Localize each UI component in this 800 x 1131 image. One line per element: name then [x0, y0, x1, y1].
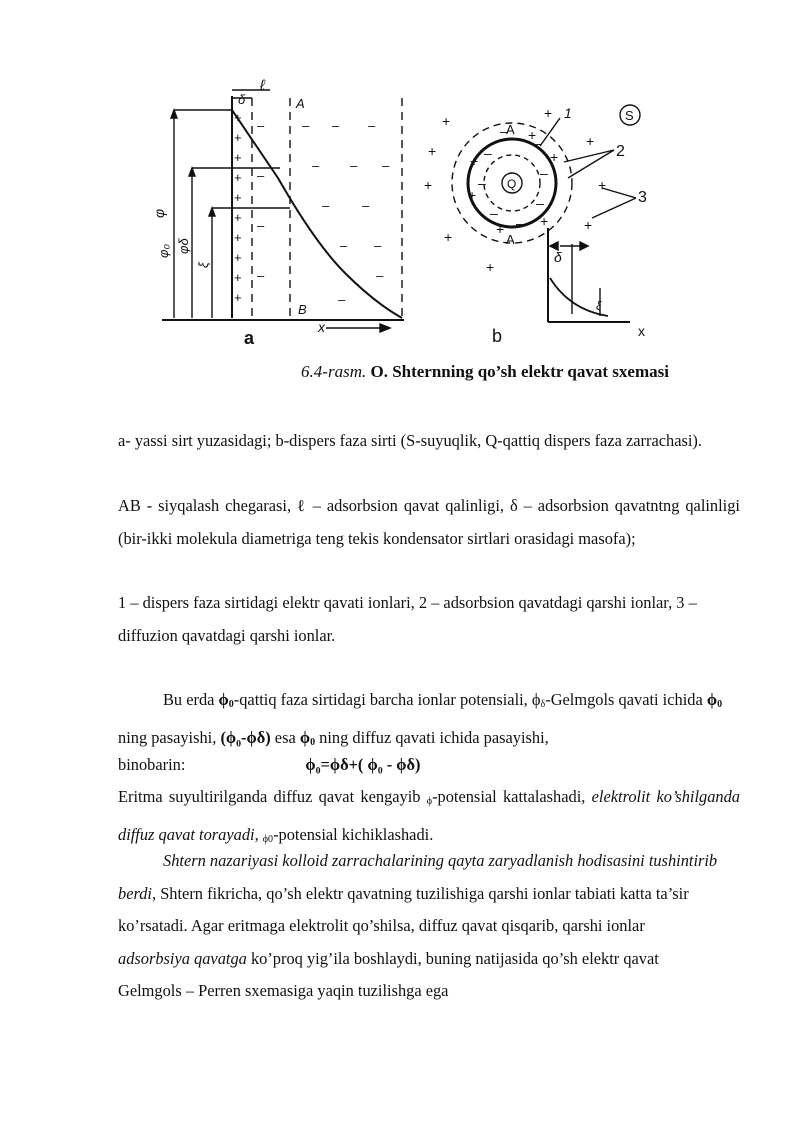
svg-text:+: + [234, 170, 242, 185]
svg-text:+: + [234, 110, 242, 125]
label-phi: φ [151, 208, 167, 218]
svg-text:+: + [428, 143, 437, 159]
label-B: B [298, 302, 307, 317]
figure-caption [0, 362, 800, 382]
svg-text:+: + [598, 177, 607, 193]
label-x-a: x [318, 319, 325, 335]
label-2: 2 [616, 143, 625, 160]
svg-text:+: + [486, 259, 495, 275]
legend-line-1: a- yassi sirt yuzasidagi; b-dispers faza sirti (S-suyuqlik, Q-qattiq dispers faza zarrachasi). [118, 431, 702, 450]
double-layer-figure [140, 78, 680, 350]
svg-text:+: + [544, 105, 553, 121]
label-1: 1 [564, 105, 572, 121]
svg-text:–: – [312, 158, 320, 173]
paragraph-potential: Bu erda $\phi_0$-qattiq faza sirtidagi barcha ionlar potensiali, $\phi_\delta$-Gelmgols qavati ichida $\phi_0$ ning pasayishi, (ϕ₀-ϕδ) esa $\phi_0$ ning diffuz qavati ichida pasayishi, [118, 690, 723, 748]
caption-title: O. Shternning qo’sh elektr qavat sxemasi [370, 362, 669, 381]
svg-text:–: – [484, 145, 492, 161]
svg-text:+: + [234, 290, 242, 305]
svg-text:+: + [234, 190, 242, 205]
label-S: S [625, 108, 634, 123]
formula-line: binobarin: ϕ₀=ϕδ+( ϕ₀ - ϕδ) [118, 755, 421, 774]
svg-text:+: + [468, 187, 477, 203]
label-phi0: φ₀ [156, 244, 171, 258]
label-delta: δ [238, 92, 246, 107]
svg-text:–: – [257, 218, 265, 233]
label-zeta-b: ξ [596, 299, 602, 313]
label-A: A [296, 96, 305, 111]
svg-text:–: – [257, 168, 265, 183]
svg-text:–: – [257, 268, 265, 283]
label-3: 3 [638, 189, 647, 206]
svg-text:+: + [234, 250, 242, 265]
svg-text:–: – [490, 205, 498, 221]
svg-text:+: + [496, 221, 505, 237]
svg-text:+: + [540, 213, 549, 229]
svg-text:–: – [376, 268, 384, 283]
svg-text:–: – [374, 238, 382, 253]
svg-text:–: – [338, 292, 346, 307]
svg-text:+: + [586, 133, 595, 149]
label-zeta-a: ξ [196, 262, 211, 268]
svg-text:–: – [350, 158, 358, 173]
label-A-top: A [506, 122, 515, 137]
svg-text:+: + [234, 230, 242, 245]
svg-text:+: + [584, 217, 593, 233]
svg-text:+: + [234, 210, 242, 225]
svg-text:–: – [516, 215, 524, 231]
label-Q: Q [507, 177, 517, 191]
formula: ϕ₀=ϕδ+( ϕ₀ - ϕδ) [305, 755, 421, 774]
svg-text:–: – [257, 118, 265, 133]
svg-text:+: + [444, 229, 453, 245]
svg-text:–: – [302, 118, 310, 133]
svg-text:–: – [478, 175, 486, 191]
svg-text:+: + [234, 130, 242, 145]
svg-text:–: – [534, 135, 542, 151]
svg-text:+: + [550, 149, 559, 165]
legend-line-2: AB - siyqalash chegarasi, ℓ – adsorbsion qavat qalinligi, δ – adsorbsion qavatntng qalinligi (bir-ikki molekula diametriga teng tekis kondensator sirtlari orasidagi masofa); [118, 496, 740, 548]
svg-text:+: + [234, 150, 242, 165]
svg-text:–: – [368, 118, 376, 133]
label-delta-b: δ [554, 249, 562, 265]
panel-a-label: a [244, 328, 255, 348]
label-phid: φδ [176, 238, 191, 254]
svg-text:–: – [540, 165, 548, 181]
svg-text:+: + [424, 177, 433, 193]
panel-b-label: b [492, 326, 503, 346]
svg-text:–: – [322, 198, 330, 213]
paragraph-dilution: Eritma suyultirilganda diffuz qavat kengayib $_\phi$-potensial kattalashadi, elektrolit ko’shilganda diffuz qavat torayadi, $_{\phi 0}$-potensial kichiklashadi. [118, 787, 740, 845]
svg-text:+: + [470, 153, 479, 169]
caption-number: 6.4-rasm. [301, 362, 367, 381]
svg-text:–: – [382, 158, 390, 173]
svg-text:–: – [500, 123, 508, 139]
svg-text:–: – [340, 238, 348, 253]
svg-text:+: + [442, 113, 451, 129]
svg-text:+: + [234, 270, 242, 285]
svg-text:–: – [332, 118, 340, 133]
legend-line-3: 1 – dispers faza sirtidagi elektr qavati ionlari, 2 – adsorbsion qavatdagi qarshi ionlar, 3 – diffuzion qavatdagi qarshi ionlar. [118, 593, 697, 645]
svg-text:–: – [362, 198, 370, 213]
svg-text:+: + [528, 127, 537, 143]
label-A-bottom: A [506, 232, 515, 247]
svg-text:–: – [536, 195, 544, 211]
paragraph-shtern: Shtern nazariyasi kolloid zarrachalarining qayta zaryadlanish hodisasini tushintirib berdi, Shtern fikricha, qo’sh elektr qavatning tuzilishiga qarshi ionlar tabiati katta ta’sir ko’rsatadi. Agar eritmaga elektrolit qo’shilsa, diffuz qavat qisqarib, qarshi ionlar adsorbsiya qavatga ko’proq yig’ila boshlaydi, buning natijasida qo’sh elektr qavat Gelmgols – Perren sxemasiga yaqin tuzilishga ega [118, 851, 718, 1000]
label-ell: ℓ [260, 78, 265, 94]
label-x-b: x [638, 323, 645, 339]
